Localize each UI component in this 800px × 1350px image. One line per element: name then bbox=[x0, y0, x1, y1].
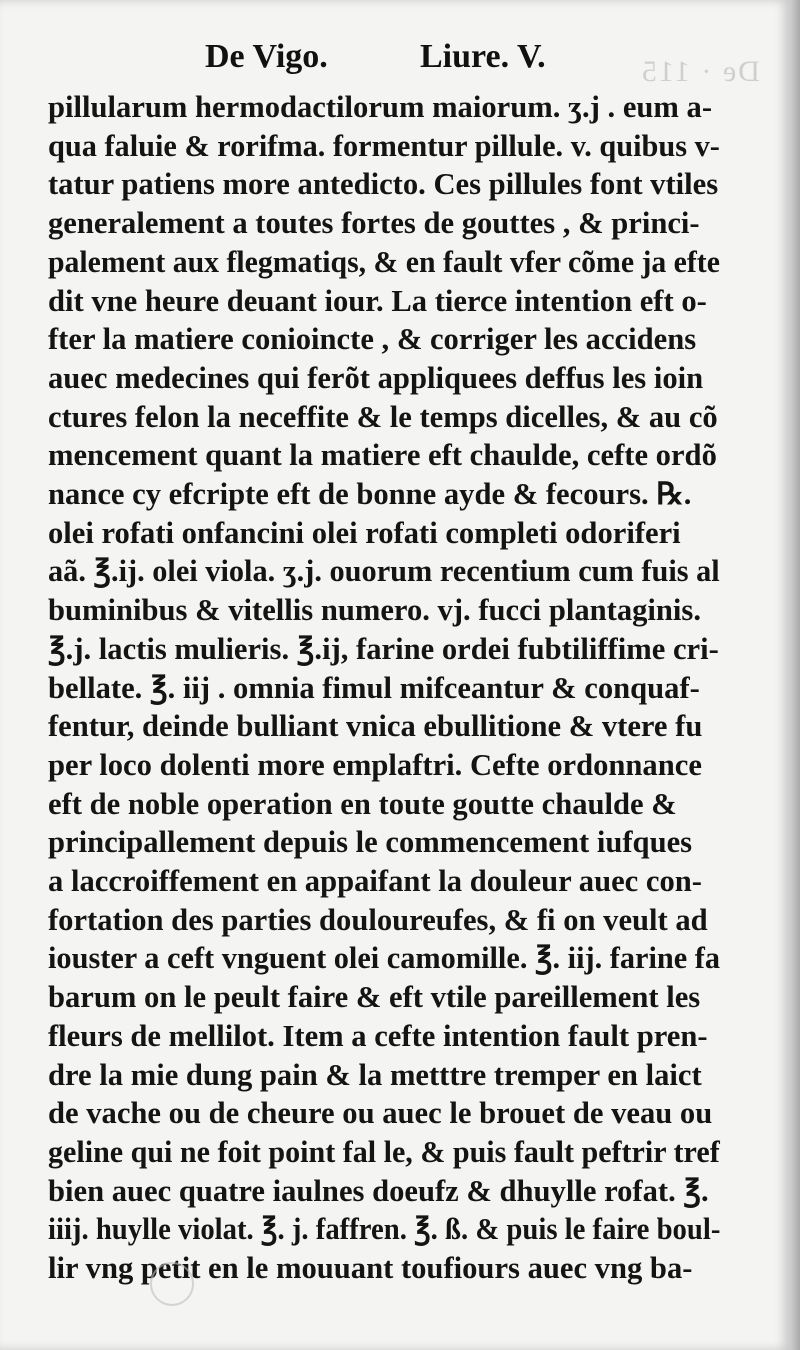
text-line: mencement quant la matiere eft chaulde, cefte ordõ bbox=[48, 438, 717, 473]
text-line: nance cy efcripte eft de bonne ayde & fecours. ℞. bbox=[48, 477, 692, 512]
text-line: fter la matiere conioincte , & corriger les accidens bbox=[48, 322, 697, 357]
text-line: fortation des parties douloureufes, & fi on veult ad bbox=[48, 902, 708, 937]
text-line: generalement a toutes fortes de gouttes , & princi- bbox=[48, 206, 700, 241]
text-line: olei rofati onfancini olei rofati completi odoriferi bbox=[48, 515, 681, 550]
text-line: fleurs de mellilot. Item a cefte intention fault pren- bbox=[48, 1018, 708, 1053]
text-line: fentur, deinde bulliant vnica ebullitione & vtere fu bbox=[48, 709, 703, 744]
text-line: dre la mie dung pain & la metttre tremper en laict bbox=[48, 1057, 702, 1092]
running-head-author: De Vigo. bbox=[205, 38, 328, 75]
text-line: geline qui ne foit point fal le, & puis fault peftrir tref bbox=[48, 1134, 720, 1169]
text-line: per loco dolenti more emplaftri. Cefte ordonnance bbox=[48, 747, 702, 782]
text-line: aã. ℥.ij. olei viola. ʒ.j. ouorum recentium cum fuis al bbox=[48, 554, 720, 589]
text-line: a laccroiffement en appaifant la douleur auec con- bbox=[48, 864, 702, 899]
text-line: pillularum hermodactilorum maiorum. ʒ.j . eum a- bbox=[48, 90, 713, 124]
text-line: barum on le peult faire & eft vtile pareillement les bbox=[48, 980, 701, 1015]
text-line: buminibus & vitellis numero. vj. fucci plantaginis. bbox=[48, 593, 701, 628]
text-line: auec medecines qui ferõt appliquees deffus les ioin bbox=[48, 360, 704, 395]
text-line: palement aux flegmatiqs, & en fault vfer cõme ja efte bbox=[48, 244, 720, 279]
ink-smudge bbox=[150, 1262, 194, 1306]
text-line: qua faluie & rorifma. formentur pillule. v. quibus v- bbox=[48, 128, 720, 163]
text-line: bien auec quatre iaulnes doeufz & dhuylle rofat. ℥. bbox=[48, 1173, 709, 1208]
show-through-text: De · 115 bbox=[640, 55, 760, 88]
text-line: tatur patiens more antedicto. Ces pillules font vtiles bbox=[48, 167, 719, 202]
page-edge bbox=[790, 0, 800, 1350]
text-line: ℥.j. lactis mulieris. ℥.ij, farine ordei fubtiliffime cri- bbox=[48, 631, 719, 666]
text-line: bellate. ℥. iij . omnia fimul mifceantur & conquaf- bbox=[48, 670, 700, 705]
text-line: dit vne heure deuant iour. La tierce intention eft o- bbox=[48, 283, 707, 318]
text-line: principallement depuis le commencement iufques bbox=[48, 825, 693, 860]
text-line: iouster a ceft vnguent olei camomille. ℥. iij. farine fa bbox=[48, 941, 721, 976]
body-text bbox=[48, 88, 721, 1288]
text-line: ctures felon la neceffite & le temps dicelles, & au cõ bbox=[48, 399, 718, 434]
running-head-book: Liure. V. bbox=[420, 38, 546, 75]
text-line: iiij. huylle violat. ℥. j. faffren. ℥. ß. & puis le faire boul- bbox=[48, 1212, 721, 1247]
text-line: de vache ou de cheure ou auec le brouet de veau ou bbox=[48, 1096, 713, 1131]
text-line: eft de noble operation en toute goutte chaulde & bbox=[48, 786, 677, 821]
text-line: lir vng petit en le mouuant toufiours auec vng ba- bbox=[48, 1251, 693, 1286]
